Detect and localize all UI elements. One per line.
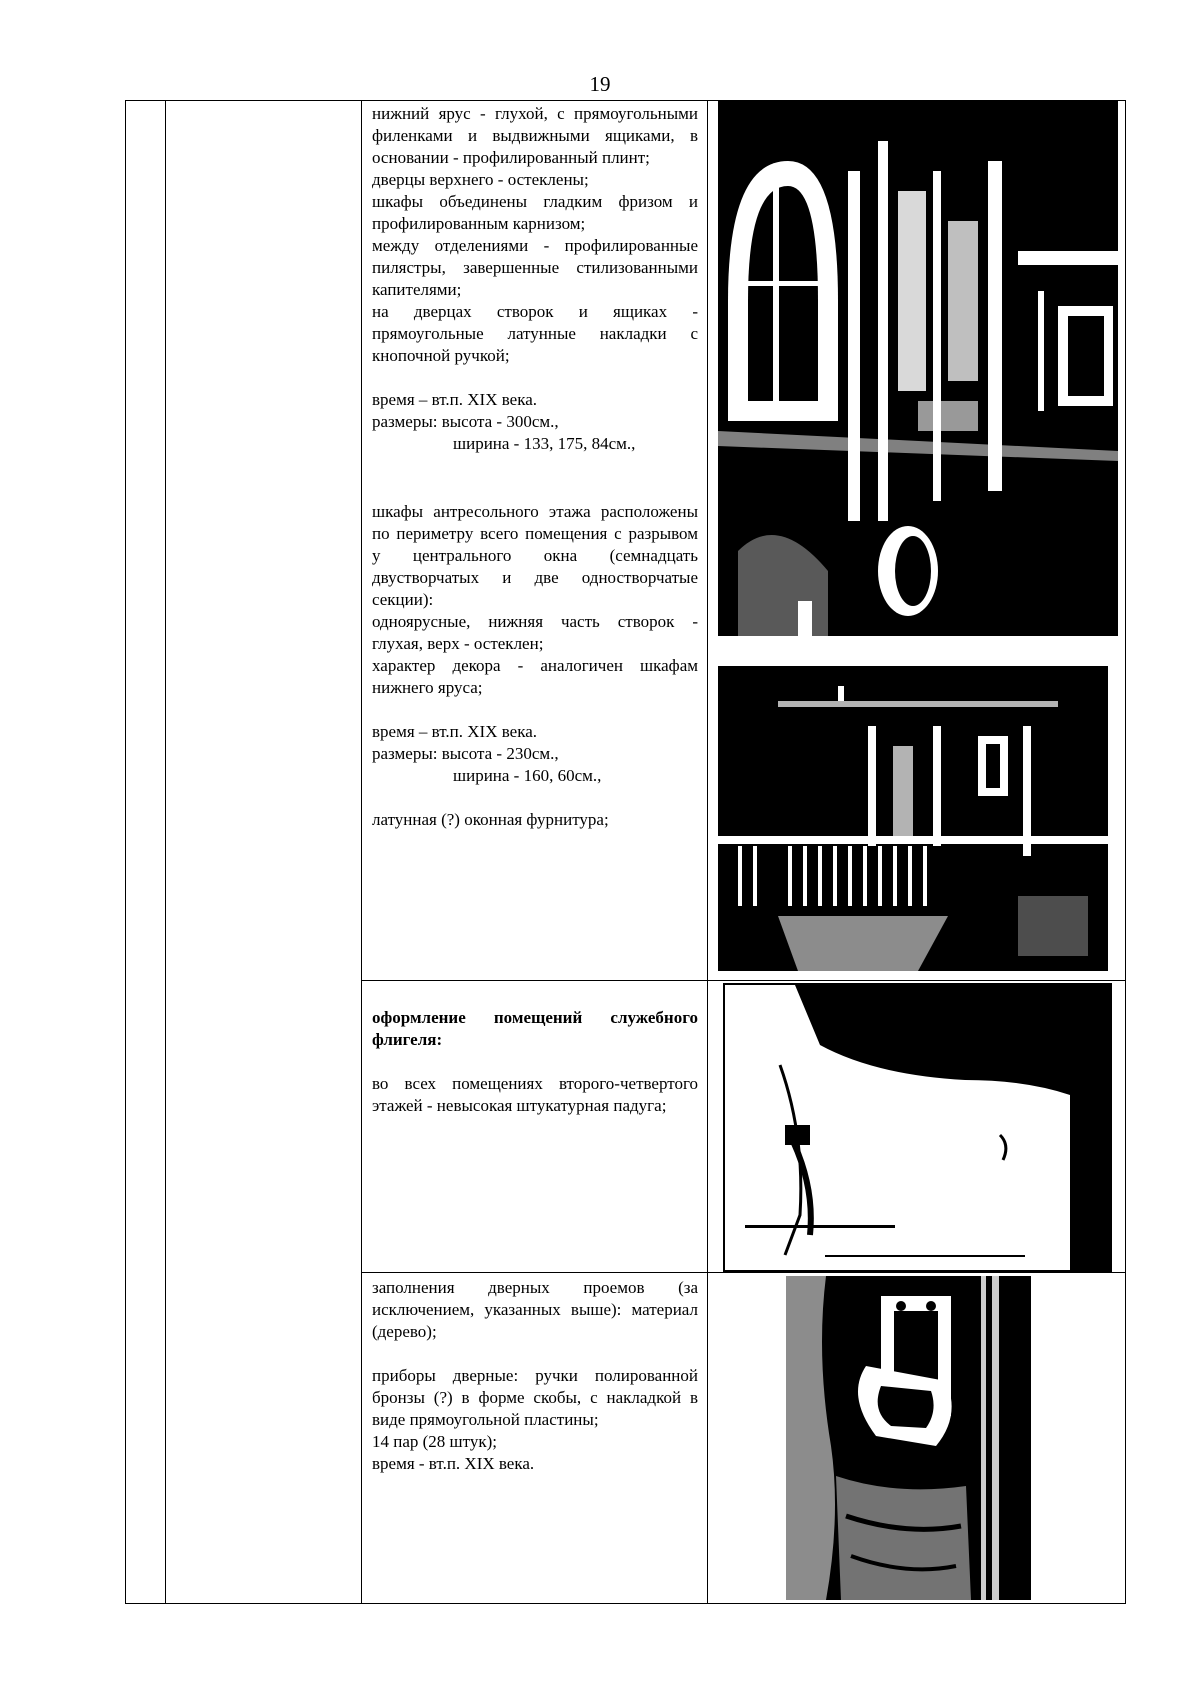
description-line: одноярусные, нижняя часть створок - глухая, верх - остеклен; — [372, 612, 698, 653]
description-line: шкафы объединены гладким фризом и профилированным карнизом; — [372, 192, 698, 233]
photo-cell — [708, 101, 1126, 981]
description-line: время – вт.п. XIX века. — [372, 722, 537, 741]
description-line: нижний ярус - глухой, с прямоугольными филенками и выдвижными ящиками, в основании - профилированный плинт; — [372, 104, 698, 167]
photo-cell — [708, 981, 1126, 1273]
description-line: время – вт.п. XIX века. — [372, 390, 537, 409]
description-line: 14 пар (28 штук); — [372, 1432, 497, 1451]
description-line: ширина - 160, 60см., — [453, 766, 602, 785]
description-line: ширина - 133, 175, 84см., — [453, 434, 636, 453]
description-line: между отделениями - профилированные пилястры, завершенные стилизованными капителями; — [372, 236, 698, 299]
description-cell — [362, 101, 708, 981]
description-line: приборы дверные: ручки полированной бронзы (?) в форме скобы, с накладкой в виде прямоугольной пластины; — [372, 1366, 698, 1429]
document-table — [125, 100, 1126, 1604]
plaster-cove-photo — [723, 983, 1112, 1272]
description-line: размеры: высота - 230см., — [372, 744, 559, 763]
description-line: время - вт.п. XIX века. — [372, 1454, 535, 1473]
door-handle-photo — [786, 1276, 1031, 1600]
table-row — [126, 101, 1126, 981]
description-line: на дверцах створок и ящиках - прямоугольные латунные накладки с кнопочной ручкой; — [372, 302, 698, 365]
description-line: латунная (?) оконная фурнитура; — [372, 810, 609, 829]
library-interior-photo — [718, 101, 1118, 636]
description-cell — [362, 1273, 708, 1604]
page-number: 19 — [589, 72, 611, 96]
description-line: заполнения дверных проемов (за исключением, указанных выше): материал (дерево); — [372, 1278, 698, 1341]
description-line: характер декора - аналогичен шкафам нижнего яруса; — [372, 656, 698, 697]
number-cell — [126, 101, 166, 1604]
description-cell — [362, 981, 708, 1273]
photo-cell — [708, 1273, 1126, 1604]
description-line: во всех помещениях второго-четвертого этажей - невысокая штукатурная падуга; — [372, 1074, 698, 1115]
mezzanine-cabinets-photo — [718, 666, 1108, 971]
description-line: дверцы верхнего - остеклены; — [372, 170, 589, 189]
name-cell — [166, 101, 362, 1604]
section-heading: оформление помещений служебного флигеля: — [372, 1008, 698, 1049]
description-line: размеры: высота - 300см., — [372, 412, 559, 431]
description-line: шкафы антресольного этажа расположены по периметру всего помещения с разрывом у центрального окна (семнадцать двустворчатых и две одностворчатые секции): — [372, 502, 698, 609]
